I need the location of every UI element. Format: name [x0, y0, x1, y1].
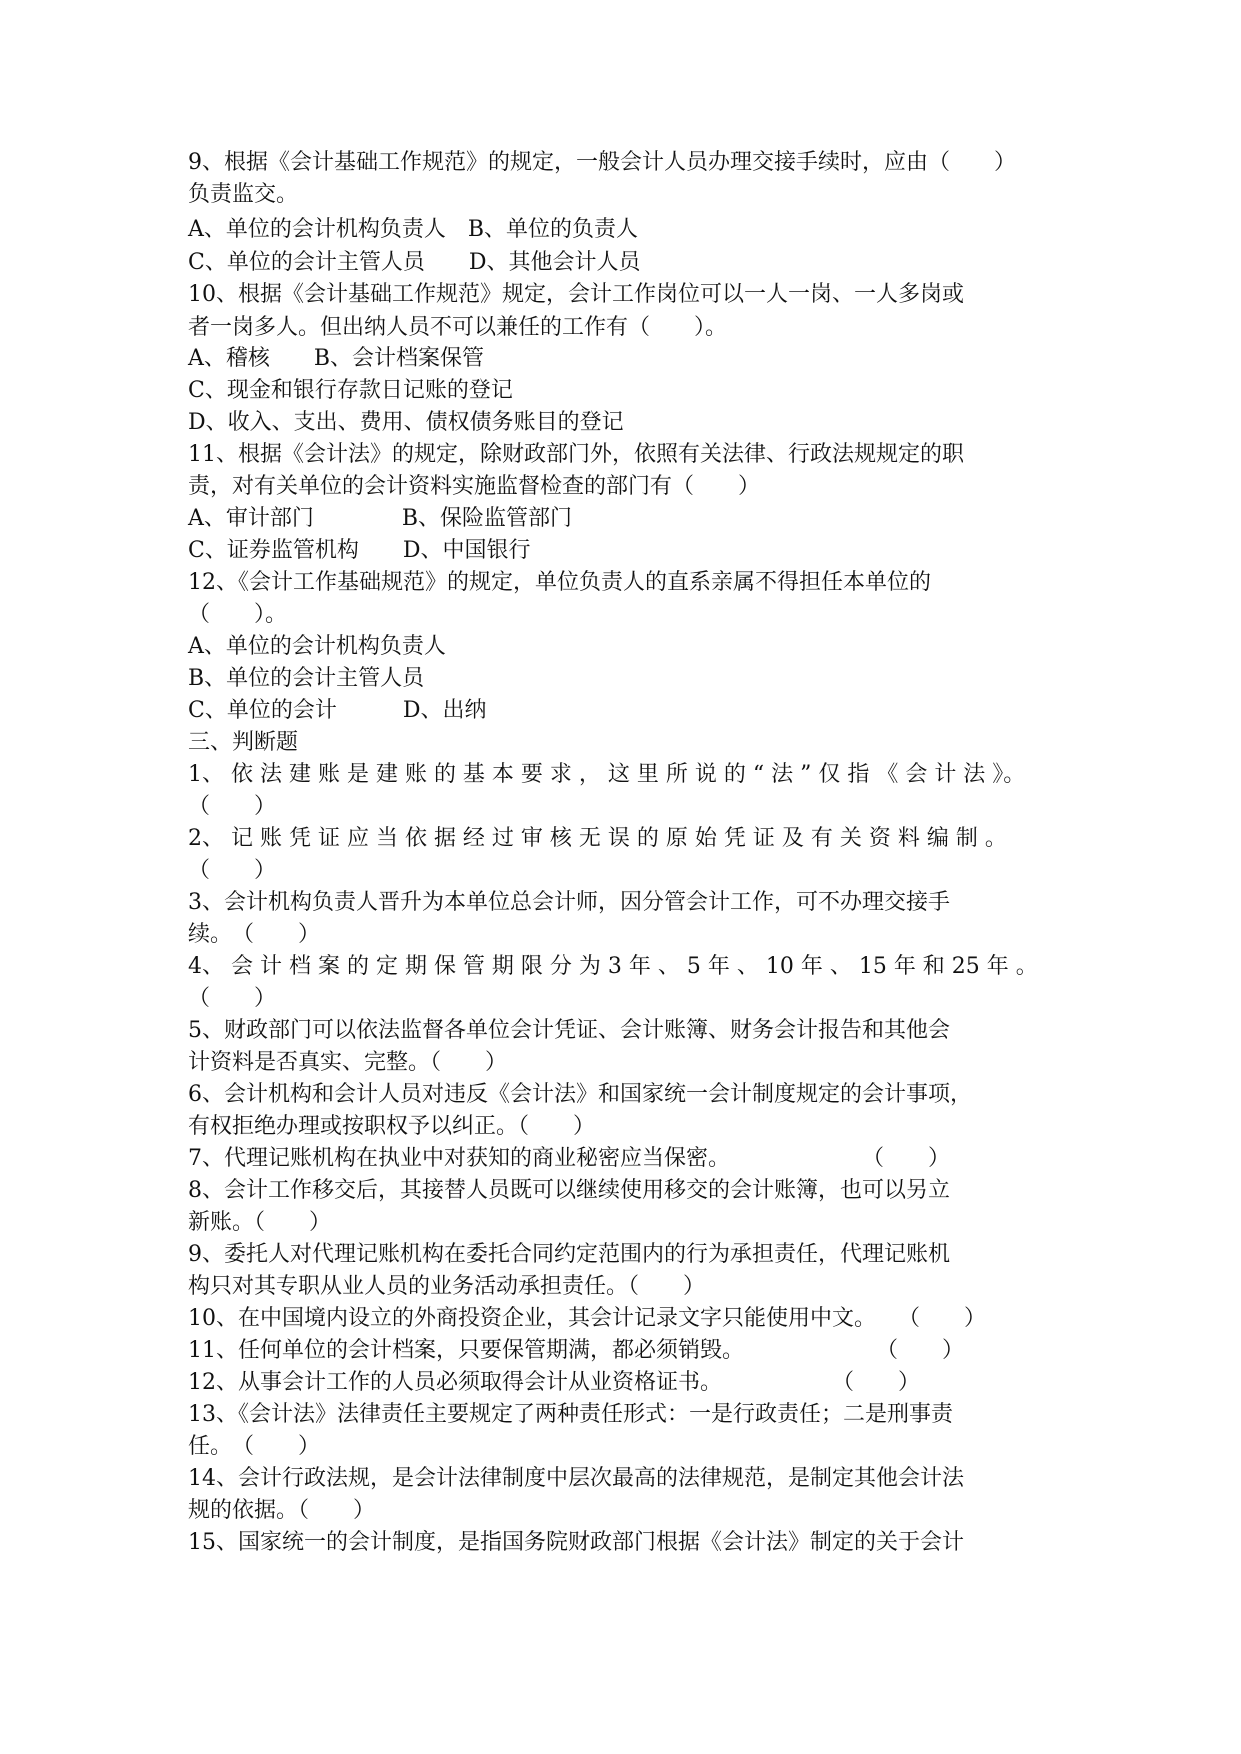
question-10-option-d: D、收入、支出、费用、债权债务账目的登记 — [188, 410, 624, 435]
question-10-line-1: 10、根据《会计基础工作规范》规定，会计工作岗位可以一人一岗、一人多岗或 — [188, 282, 964, 307]
tf-2-line-2: （ ） — [188, 858, 277, 883]
tf-12-line: 12、从事会计工作的人员必须取得会计从业资格证书。 （ ） — [188, 1370, 920, 1395]
question-11-options-cd: C、证券监管机构 D、中国银行 — [188, 538, 531, 563]
question-9-options-ab: A、单位的会计机构负责人 B、单位的负责人 — [188, 217, 639, 242]
question-11-line-2: 责，对有关单位的会计资料实施监督检查的部门有（ ） — [188, 474, 761, 499]
question-9-line-2: 负责监交。 — [188, 182, 299, 207]
question-9-options-cd: C、单位的会计主管人员 D、其他会计人员 — [188, 250, 641, 275]
question-12-line-1: 12、《会计工作基础规范》的规定，单位负责人的直系亲属不得担任本单位的 — [188, 570, 931, 595]
tf-6-line-2: 有权拒绝办理或按职权予以纠正。（ ） — [188, 1114, 596, 1139]
tf-10-line: 10、在中国境内设立的外商投资企业，其会计记录文字只能使用中文。 （ ） — [188, 1306, 986, 1331]
question-12-option-b: B、单位的会计主管人员 — [188, 666, 425, 691]
tf-3-line-1: 3、会计机构负责人晋升为本单位总会计师，因分管会计工作，可不办理交接手 — [188, 890, 950, 915]
tf-9-line-2: 构只对其专职从业人员的业务活动承担责任。（ ） — [188, 1274, 706, 1299]
tf-13-line-1: 13、《会计法》法律责任主要规定了两种责任形式：一是行政责任；二是刑事责 — [188, 1402, 953, 1427]
question-12-line-2: （ ）。 — [188, 602, 288, 627]
tf-7-line: 7、代理记账机构在执业中对获知的商业秘密应当保密。 （ ） — [188, 1146, 950, 1171]
tf-1-line-2: （ ） — [188, 794, 277, 819]
question-10-line-2: 者一岗多人。但出纳人员不可以兼任的工作有（ ）。 — [188, 315, 728, 340]
tf-8-line-2: 新账。（ ） — [188, 1210, 332, 1235]
section-heading-true-false: 三、判断题 — [188, 730, 299, 755]
tf-5-line-2: 计资料是否真实、完整。（ ） — [188, 1050, 508, 1075]
tf-2-line-1: 2、 记 账 凭 证 应 当 依 据 经 过 审 核 无 误 的 原 始 凭 证 及 有 关 资 料 编 制 。 — [188, 826, 1007, 851]
question-10-option-c: C、现金和银行存款日记账的登记 — [188, 378, 513, 403]
tf-4-line-1: 4、 会 计 档 案 的 定 期 保 管 期 限 分 为 3 年 、 5 年 、 10 年 、 15 年 和 25 年 。 — [188, 954, 1038, 979]
tf-13-line-2: 任。 （ ） — [188, 1434, 321, 1459]
tf-15-line-1: 15、国家统一的会计制度，是指国务院财政部门根据《会计法》制定的关于会计 — [188, 1530, 964, 1555]
tf-11-line: 11、任何单位的会计档案，只要保管期满，都必须销毁。 （ ） — [188, 1338, 964, 1363]
tf-14-line-1: 14、会计行政法规，是会计法律制度中层次最高的法律规范，是制定其他会计法 — [188, 1466, 964, 1491]
tf-5-line-1: 5、财政部门可以依法监督各单位会计凭证、会计账簿、财务会计报告和其他会 — [188, 1018, 950, 1043]
tf-9-line-1: 9、委托人对代理记账机构在委托合同约定范围内的行为承担责任，代理记账机 — [188, 1242, 950, 1267]
question-12-options-cd: C、单位的会计 D、出纳 — [188, 698, 487, 723]
tf-1-line-1: 1、 依 法 建 账 是 建 账 的 基 本 要 求 ， 这 里 所 说 的 “ 法 ” 仅 指 《 会 计 法 》。 — [188, 762, 1026, 787]
tf-14-line-2: 规的依据。（ ） — [188, 1498, 376, 1523]
tf-3-line-2: 续。 （ ） — [188, 922, 321, 947]
question-11-options-ab: A、审计部门 B、保险监管部门 — [188, 506, 573, 531]
tf-6-line-1: 6、会计机构和会计人员对违反《会计法》和国家统一会计制度规定的会计事项， — [188, 1082, 972, 1107]
question-12-option-a: A、单位的会计机构负责人 — [188, 634, 446, 659]
tf-4-line-2: （ ） — [188, 986, 277, 1011]
question-10-options-ab: A、稽核 B、会计档案保管 — [188, 346, 485, 371]
question-9-line-1: 9、根据《会计基础工作规范》的规定，一般会计人员办理交接手续时，应由（ ） — [188, 150, 1016, 175]
tf-8-line-1: 8、会计工作移交后，其接替人员既可以继续使用移交的会计账簿，也可以另立 — [188, 1178, 950, 1203]
question-11-line-1: 11、根据《会计法》的规定，除财政部门外，依照有关法律、行政法规规定的职 — [188, 442, 964, 467]
